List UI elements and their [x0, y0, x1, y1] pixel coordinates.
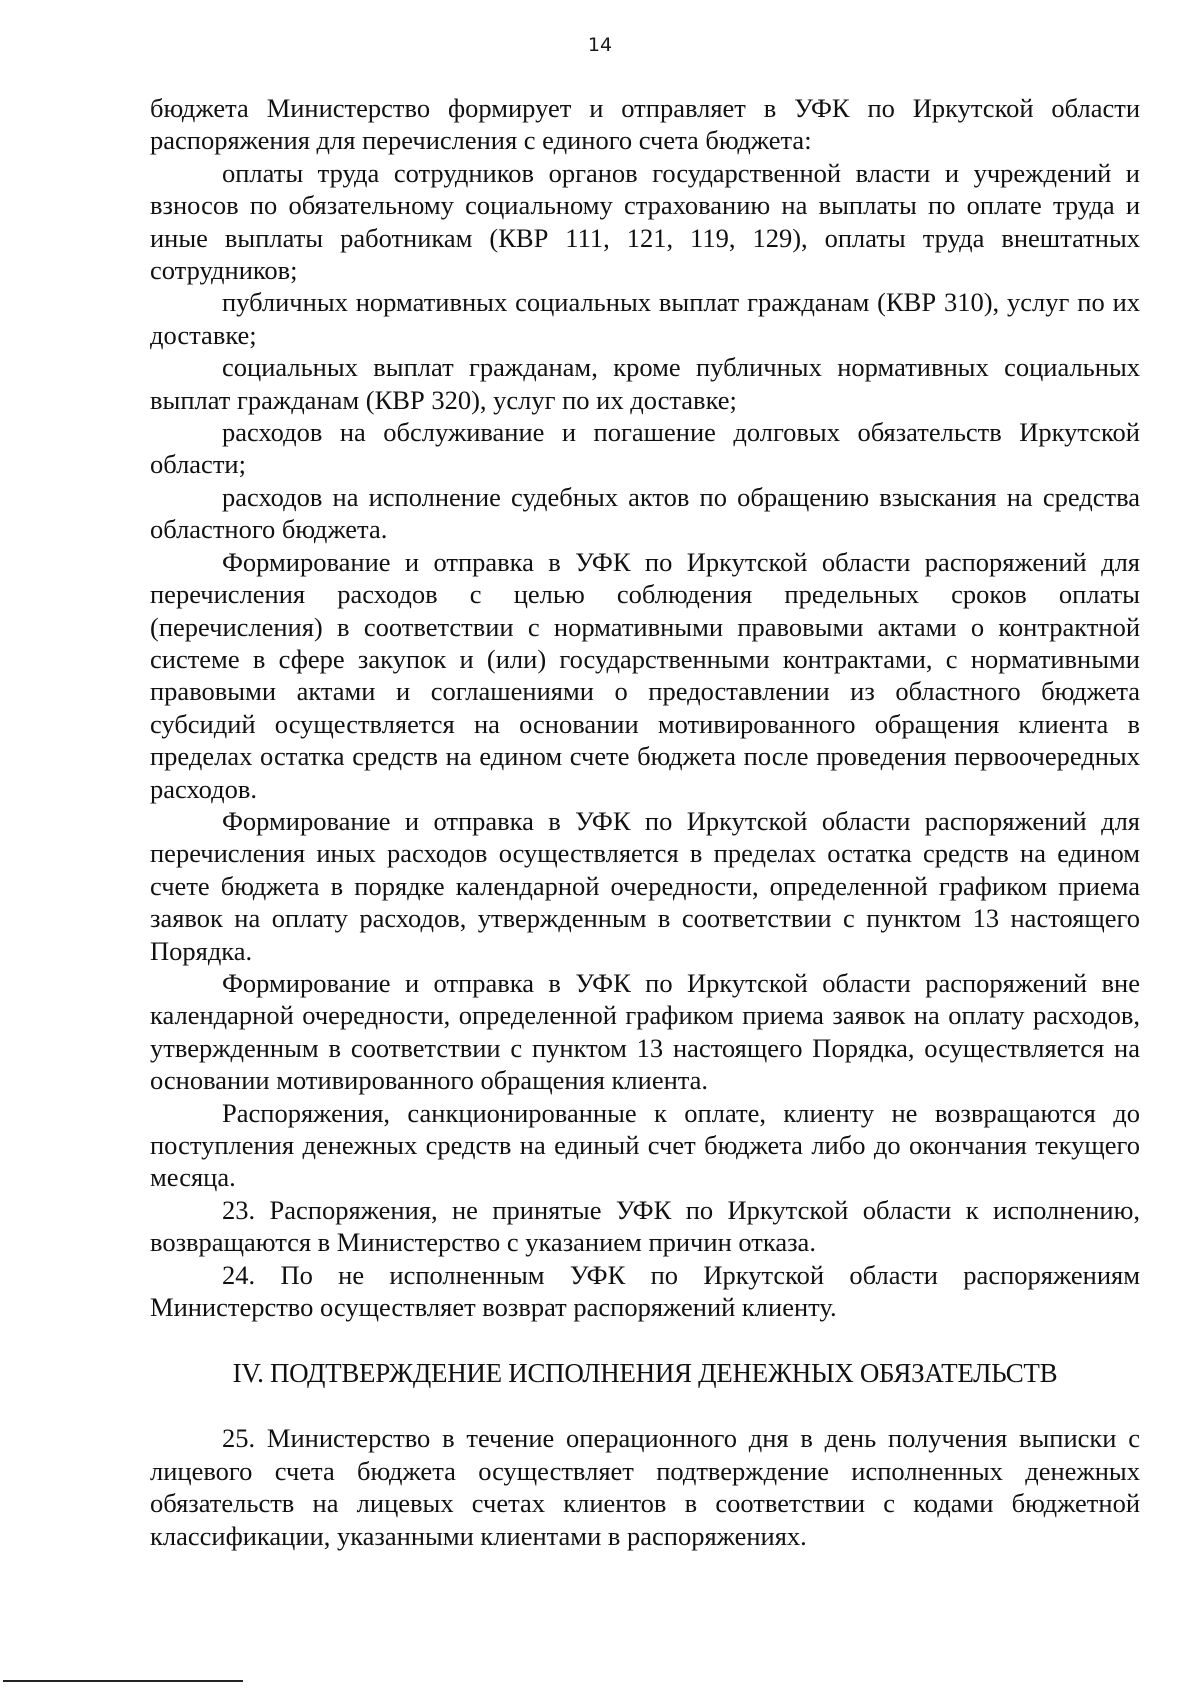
paragraph: оплаты труда сотрудников органов государственной власти и учреждений и взносов по обязательному социальному страхованию на выплаты по оплате труда и иные выплаты работникам (КВР 111, 121, 119, 129), оплаты труда внештатных сотрудников; [150, 157, 1140, 286]
paragraph-item-25: 25. Министерство в течение операционного дня в день получения выписки с лицевого счета бюджета осуществляет подтверждение исполненных денежных обязательств на лицевых счетах клиентов в соответствии с кодами бюджетной классификации, указанными клиентами в распоряжениях. [150, 1423, 1140, 1551]
paragraph: бюджета Министерство формирует и отправляет в УФК по Иркутской области распоряжения для перечисления с единого счета бюджета: [150, 93, 1140, 156]
footnote-divider [3, 1680, 243, 1682]
paragraph: расходов на исполнение судебных актов по обращению взыскания на средства областного бюджета. [150, 481, 1140, 545]
paragraph: Распоряжения, санкционированные к оплате, клиенту не возвращаются до поступления денежных средств на единый счет бюджета либо до окончания текущего месяца. [150, 1097, 1140, 1193]
paragraph: Формирование и отправка в УФК по Иркутской области распоряжений для перечисления расходов с целью соблюдения предельных сроков оплаты (перечисления) в соответствии с нормативными правовыми актами о контрактной системе в сфере закупок и (или) государственными контрактами, с нормативными правовыми актами и соглашениями о предоставлении из областного бюджета субсидий осуществляется на основании мотивированного обращения клиента в пределах остатка средств на едином счете бюджета после проведения первоочередных расходов. [150, 546, 1140, 804]
section-heading: IV. ПОДТВЕРЖДЕНИЕ ИСПОЛНЕНИЯ ДЕНЕЖНЫХ ОБЯЗАТЕЛЬСТВ [232, 1358, 1058, 1389]
paragraph: Формирование и отправка в УФК по Иркутской области распоряжений вне календарной очередности, определенной графиком приема заявок на оплату расходов, утвержденным в соответствии с пунктом 13 настоящего Порядка, осуществляется на основании мотивированного обращения клиента. [150, 967, 1140, 1096]
paragraph: социальных выплат гражданам, кроме публичных нормативных социальных выплат гражданам (КВР 320), услуг по их доставке; [150, 352, 1140, 415]
paragraph-item-23: 23. Распоряжения, не принятые УФК по Иркутской области к исполнению, возвращаются в Министерство с указанием причин отказа. [150, 1194, 1140, 1258]
paragraph: расходов на обслуживание и погашение долговых обязательств Иркутской области; [150, 417, 1140, 480]
paragraph: Формирование и отправка в УФК по Иркутской области распоряжений для перечисления иных расходов осуществляется в пределах остатка средств на едином счете бюджета в порядке календарной очередности, определенной графиком приема заявок на оплату расходов, утвержденным в соответствии с пунктом 13 настоящего Порядка. [150, 805, 1140, 966]
paragraph: публичных нормативных социальных выплат гражданам (КВР 310), услуг по их доставке; [150, 287, 1140, 350]
paragraph-item-24: 24. По не исполненным УФК по Иркутской области распоряжениям Министерство осуществляет возврат распоряжений клиенту. [150, 1259, 1140, 1323]
page-number: 14 [587, 34, 613, 56]
document-body [150, 92, 1140, 1552]
